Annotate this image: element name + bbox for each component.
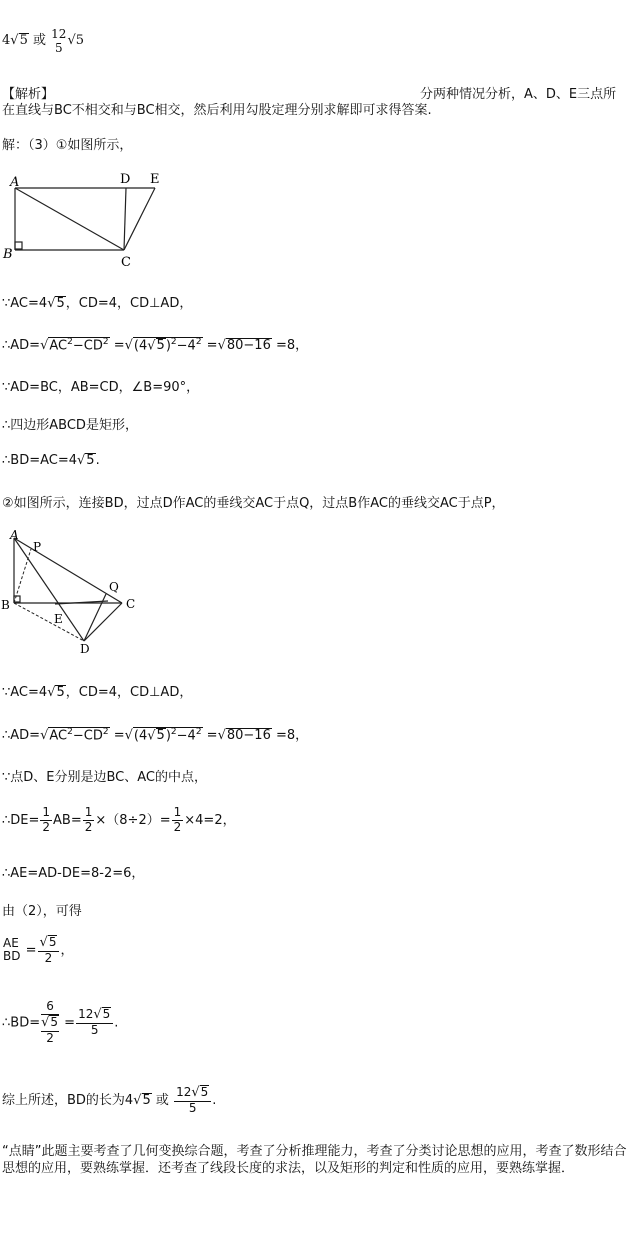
fig2-label-E: E xyxy=(54,612,63,626)
case2-line4: ∴DE= $\frac{1}{2}$ AB= $\frac{1}{2}$ ×（8÷2）= $\frac{1}{2}$ ×4=2， xyxy=(2,805,236,834)
solution-intro: 解：（3）①如图所示， xyxy=(2,138,133,153)
fig1-label-A: A xyxy=(10,175,20,190)
answer-coef: 4 xyxy=(2,32,11,48)
jiexi-line2: 在直线与BC不相交和与BC相交，然后利用勾股定理分别求解即可求得答案. xyxy=(2,103,432,118)
case2-intro: ②如图所示，连接BD，过点D作AC的垂线交AC于点Q，过点B作AC的垂线交AC于点P， xyxy=(2,496,505,511)
fig1-label-D: D xyxy=(120,172,131,187)
fig1-label-C: C xyxy=(121,255,131,268)
answer-line: 4√5 或 12 5 √5 xyxy=(2,27,85,55)
case1-line2: $\therefore AD=√AC^2-CD^2 =√(4√5)^2-4^2 =√80-16 =8$， xyxy=(2,336,309,353)
fig2-label-C: C xyxy=(126,597,136,611)
figure-2 xyxy=(0,525,150,655)
case2-line6: 由（2），可得 xyxy=(2,904,82,919)
case2-line8: ∴BD= 6 √5 2 = $\frac{12√5}{5}$ . xyxy=(2,999,119,1045)
case2-line2: $\therefore AD=√AC^2-CD^2 =√(4√5)^2-4^2 =√80-16 =8$， xyxy=(2,726,309,743)
dianjing-paragraph: “点睛”此题主要考查了几何变换综合题，考查了分析推理能力，考查了分类讨论思想的应用，考查了数形结合思想的应用，要熟练掌握．还考查了线段长度的求法，以及矩形的判定和性质的应用，要熟练掌握． xyxy=(2,1144,627,1176)
figure-1 xyxy=(0,168,180,268)
summary-line: 综上所述，BD的长为4√5 或 $\frac{12√5}{5}$ . xyxy=(2,1085,217,1115)
answer-fraction: 12 5 xyxy=(51,27,67,55)
fig1-label-E: E xyxy=(150,172,160,187)
case2-line3: ∵点D、E分别是边BC、AC的中点， xyxy=(2,770,208,785)
jiexi-line1: 分两种情况分析，A、D、E三点所 xyxy=(420,87,617,102)
answer-or: 或 xyxy=(33,32,47,48)
case1-line5: ∴BD=AC=4√5. xyxy=(2,453,100,468)
jiexi-label: 【解析】 xyxy=(2,87,55,102)
answer-radicand: 5 xyxy=(19,32,28,48)
fig2-label-P: P xyxy=(33,540,42,554)
case2-line1: ∵AC=4√5，CD=4，CD⊥AD， xyxy=(2,685,193,700)
case1-line1: ∵AC=4√5，CD=4，CD⊥AD， xyxy=(2,296,193,311)
fig2-label-B: B xyxy=(1,598,10,612)
case1-line3: ∵AD=BC，AB=CD，∠B=90°， xyxy=(2,380,200,395)
fig2-label-Q: Q xyxy=(109,580,119,594)
case1-line4: ∴四边形ABCD是矩形， xyxy=(2,418,138,433)
fig1-label-B: B xyxy=(3,247,13,262)
case2-line5: ∴AE=AD-DE=8-2=6， xyxy=(2,866,145,881)
case2-line7: AE BD = $\frac{√5}{2}$ ， xyxy=(3,935,74,965)
fig2-label-A: A xyxy=(10,528,19,542)
fig2-label-D: D xyxy=(80,642,90,655)
